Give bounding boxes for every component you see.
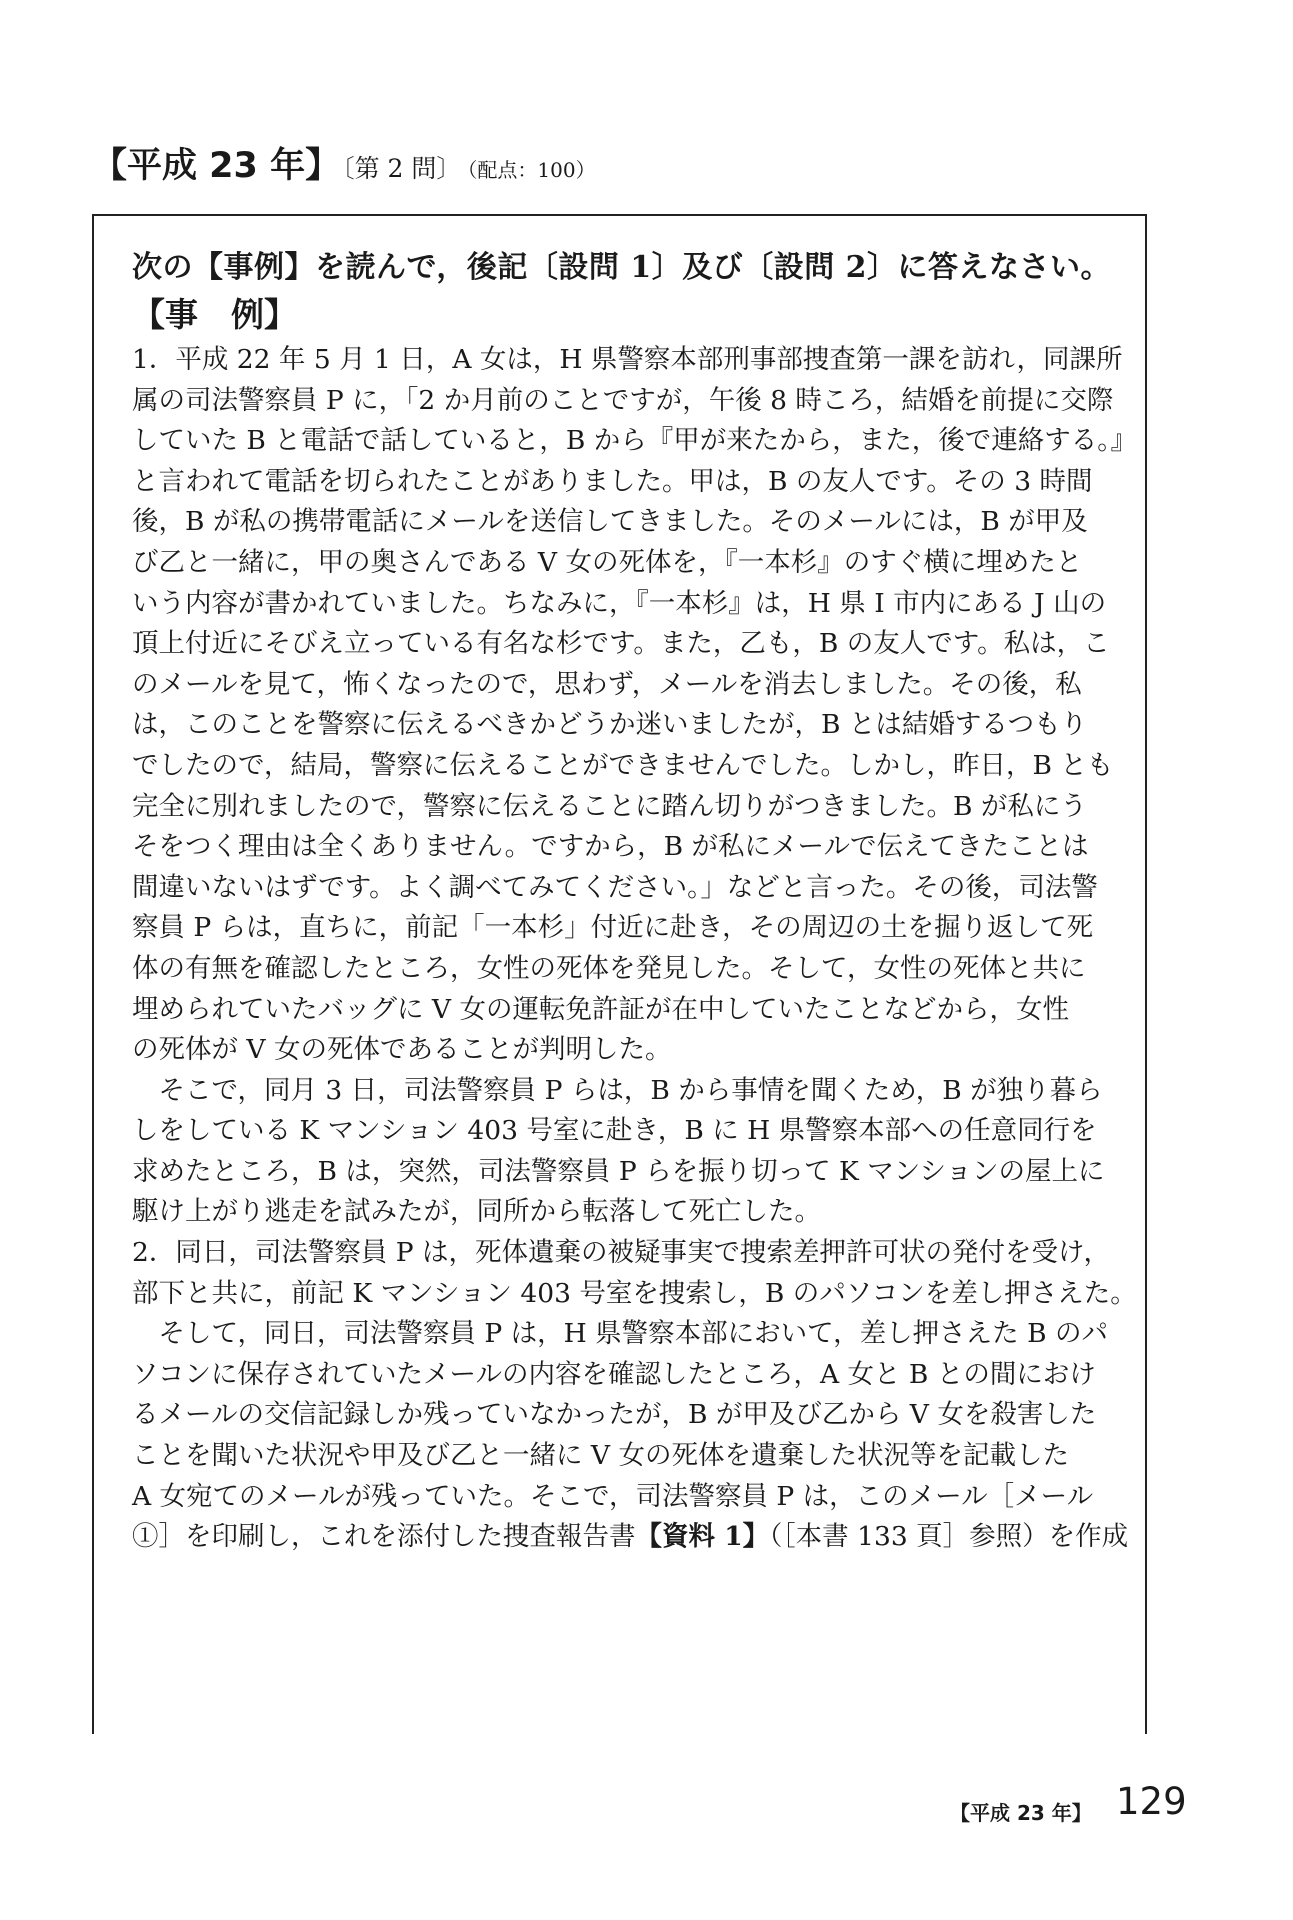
text-line: 部下と共に，前記 K マンション 403 号室を捜索し，B のパソコンを差し押さえた。 [132,1277,1137,1309]
footer-year-tag: 【平成 23 年】 [950,1801,1092,1825]
text-line: 体の有無を確認したところ，女性の死体を発見した。そして，女性の死体と共に [132,952,1086,984]
text-line: の死体が V 女の死体であることが判明した。 [132,1034,672,1066]
text-line: 頂上付近にそびえ立っている有名な杉です。また，乙も，B の友人です。私は，こ [132,628,1110,660]
last-line-start: ①］を印刷し，これを添付した捜査報告書 [132,1521,636,1553]
points-allocation: （配点：100） [467,158,596,182]
text-line: は，このことを警察に伝えるべきかどうか迷いましたが，B とは結婚するつもり [132,709,1088,741]
page-number: 129 [1116,1780,1187,1823]
text-line: のメールを見て，怖くなったので，思わず，メールを消去しました。その後，私 [132,668,1082,700]
case-text [132,340,1144,1558]
text-line: A 女宛てのメールが残っていた。そこで，司法警察員 P は，このメール［メール [132,1480,1094,1512]
text-line: るメールの交信記録しか残っていなかったが，B が甲及び乙から V 女を殺害した [132,1399,1097,1431]
text-line: でしたので，結局，警察に伝えることができませんでした。しかし，昨日，B とも [132,749,1114,781]
text-line: 属の司法警察員 P に，「2 か月前のことですが，午後 8 時ころ，結婚を前提に交際 [132,384,1114,416]
text-line: していた B と電話で話していると，B から『甲が来たから，また，後で連絡する。』 [132,425,1137,457]
text-line: 完全に別れましたので，警察に伝えることに踏ん切りがつきました。B が私にう [132,790,1087,822]
text-line: び乙と一緒に，甲の奥さんである V 女の死体を，『一本杉』のすぐ横に埋めたと [132,546,1083,578]
exam-header [92,138,596,188]
material-reference: 【資料 1】 [635,1521,770,1553]
text-line: 後，B が私の携帯電話にメールを送信してきました。そのメールには，B が甲及 [132,506,1088,538]
text-line: 駆け上がり逃走を試みたが，同所から転落して死亡した。 [132,1196,821,1228]
text-line: ソコンに保存されていたメールの内容を確認したところ，A 女と B との間におけ [132,1358,1096,1390]
text-line: 察員 P らは，直ちに，前記「一本杉」付近に赴き，その周辺の土を掘り返して死 [132,912,1094,944]
text-line: そして，同日，司法警察員 P は，H 県警察本部において，差し押さえた B のパ [132,1318,1108,1350]
question-body [132,246,1144,1558]
exam-year: 【平成 23 年】 [92,146,341,186]
text-line: ことを聞いた状況や甲及び乙と一緒に V 女の死体を遺棄した状況等を記載した [132,1440,1069,1472]
text-line: 求めたところ，B は，突然，司法警察員 P らを振り切って K マンションの屋上に [132,1155,1105,1187]
text-line: と言われて電話を切られたことがありました。甲は，B の友人です。その 3 時間 [132,465,1093,497]
text-line: そこで，同月 3 日，司法警察員 P らは，B から事情を聞くため，B が独り暮ら [132,1074,1103,1106]
text-line-last [132,1517,1144,1558]
text-line: 1．平成 22 年 5 月 1 日，A 女は，H 県警察本部刑事部捜査第一課を訪れ，同課所 [132,344,1123,375]
text-line: しをしている K マンション 403 号室に赴き，B に H 県警察本部への任意同行を [132,1115,1097,1147]
text-line: 2．同日，司法警察員 P は，死体遺棄の被疑事実で捜索差押許可状の発付を受け， [132,1237,1110,1269]
text-line: そをつく理由は全くありません。ですから，B が私にメールで伝えてきたことは [132,831,1089,863]
question-number: 〔第 2 問〕 [342,154,462,183]
text-line: 埋められていたバッグに V 女の運転免許証が在中していたことなどから，女性 [132,993,1069,1025]
case-heading: 【事 例】 [132,295,297,334]
text-line: いう内容が書かれていました。ちなみに，『一本杉』は，H 県 I 市内にある J 山の [132,587,1107,619]
instruction: 次の【事例】を読んで，後記〔設問 1〕及び〔設問 2〕に答えなさい。 [132,250,1112,285]
last-line-end: （［本書 133 頁］参照）を作成 [769,1521,1129,1553]
text-line: 間違いないはずです。よく調べてみてください。」などと言った。その後，司法警 [132,871,1098,903]
